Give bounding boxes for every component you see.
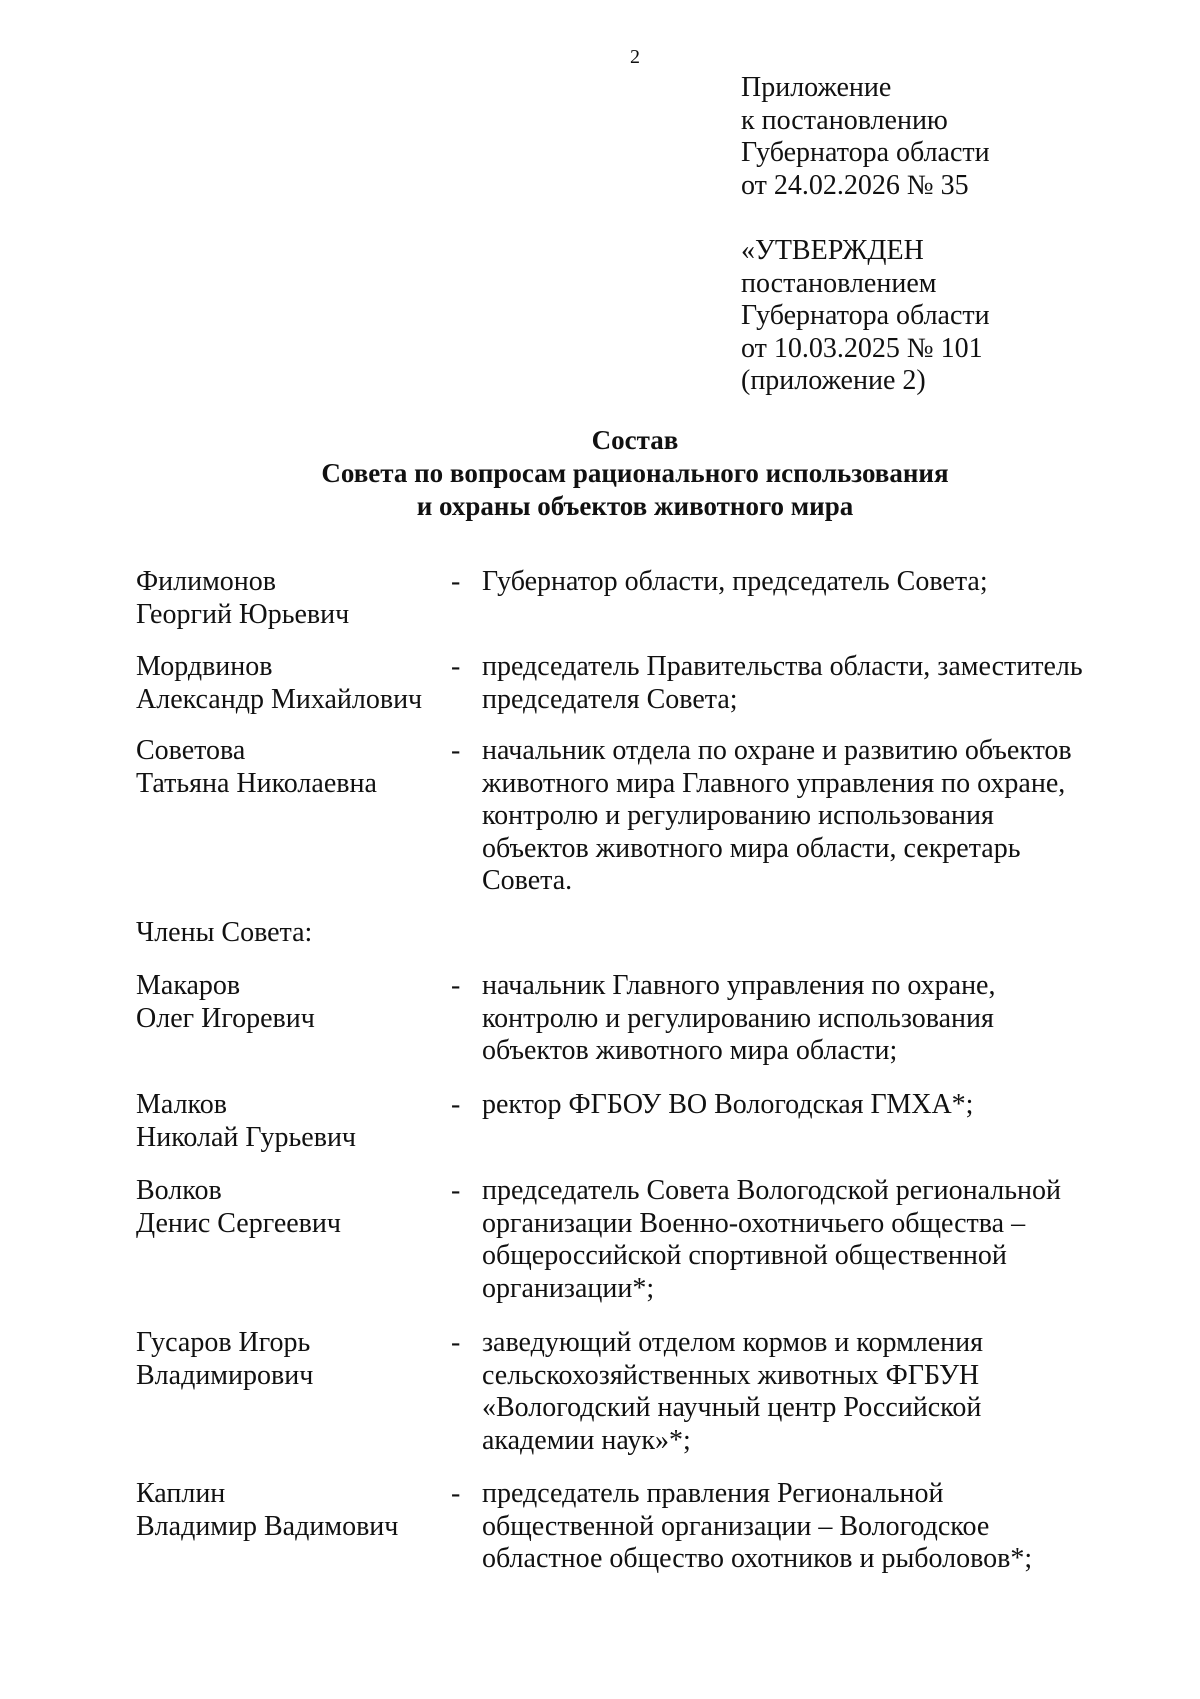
dash-separator: - <box>451 1089 461 1120</box>
members-heading: Члены Совета: <box>136 917 313 948</box>
member-role: заведующий отделом кормов и кормления сельскохозяйственных животных ФГБУН «Вологодский научный центр Российской академии наук»*; <box>482 1327 984 1456</box>
member-role: председатель Правительства области, заместитель председателя Совета; <box>482 651 1083 715</box>
approval-reference <box>741 235 1181 398</box>
title-line: Состав <box>591 425 679 455</box>
dash-separator: - <box>451 735 461 766</box>
member-role: Губернатор области, председатель Совета; <box>482 566 988 597</box>
title-line: и охраны объектов животного мира <box>416 491 854 521</box>
member-role: ректор ФГБОУ ВО Вологодская ГМХА*; <box>482 1089 974 1120</box>
member-role: начальник отдела по охране и развитию объектов животного мира Главного управления по охране, контролю и регулированию использования объектов животного мира области, секретарь Совета. <box>482 735 1072 896</box>
member-name: Макаров Олег Игоревич <box>136 970 315 1034</box>
approval-line: от 10.03.2025 № 101 <box>741 332 983 364</box>
approval-line: Губернатора области <box>741 300 990 331</box>
appendix-line: к постановлению <box>741 104 948 136</box>
document-title <box>0 424 1200 523</box>
dash-separator: - <box>451 1175 461 1206</box>
appendix-line: Губернатора области <box>741 137 990 168</box>
appendix-line: Приложение <box>741 72 892 103</box>
member-name: Волков Денис Сергеевич <box>136 1175 341 1239</box>
member-name: Каплин Владимир Вадимович <box>136 1478 399 1542</box>
page-number: 2 <box>630 46 640 68</box>
member-role: председатель Совета Вологодской региональной организации Военно-охотничьего общества – общероссийской спортивной общественной организации*; <box>482 1175 1062 1304</box>
appendix-line: от 24.02.2026 № 35 <box>741 169 969 201</box>
dash-separator: - <box>451 1478 461 1509</box>
dash-separator: - <box>451 970 461 1001</box>
member-name: Малков Николай Гурьевич <box>136 1089 357 1153</box>
member-name: Советова Татьяна Николаевна <box>136 735 377 799</box>
approval-line: постановлением <box>741 267 937 299</box>
approval-line: (приложение 2) <box>741 365 926 396</box>
dash-separator: - <box>451 566 461 597</box>
dash-separator: - <box>451 651 461 682</box>
appendix-reference <box>741 72 1181 202</box>
member-name: Мордвинов Александр Михайлович <box>136 651 423 715</box>
member-name: Гусаров Игорь Владимирович <box>136 1327 314 1391</box>
member-role: председатель правления Региональной общественной организации – Вологодское областное общество охотников и рыболовов*; <box>482 1478 1033 1574</box>
approval-line: «УТВЕРЖДЕН <box>741 235 924 266</box>
dash-separator: - <box>451 1327 461 1358</box>
member-role: начальник Главного управления по охране, контролю и регулированию использования объектов животного мира области; <box>482 970 996 1066</box>
title-line: Совета по вопросам рационального использования <box>321 458 949 488</box>
member-name: Филимонов Георгий Юрьевич <box>136 566 350 630</box>
